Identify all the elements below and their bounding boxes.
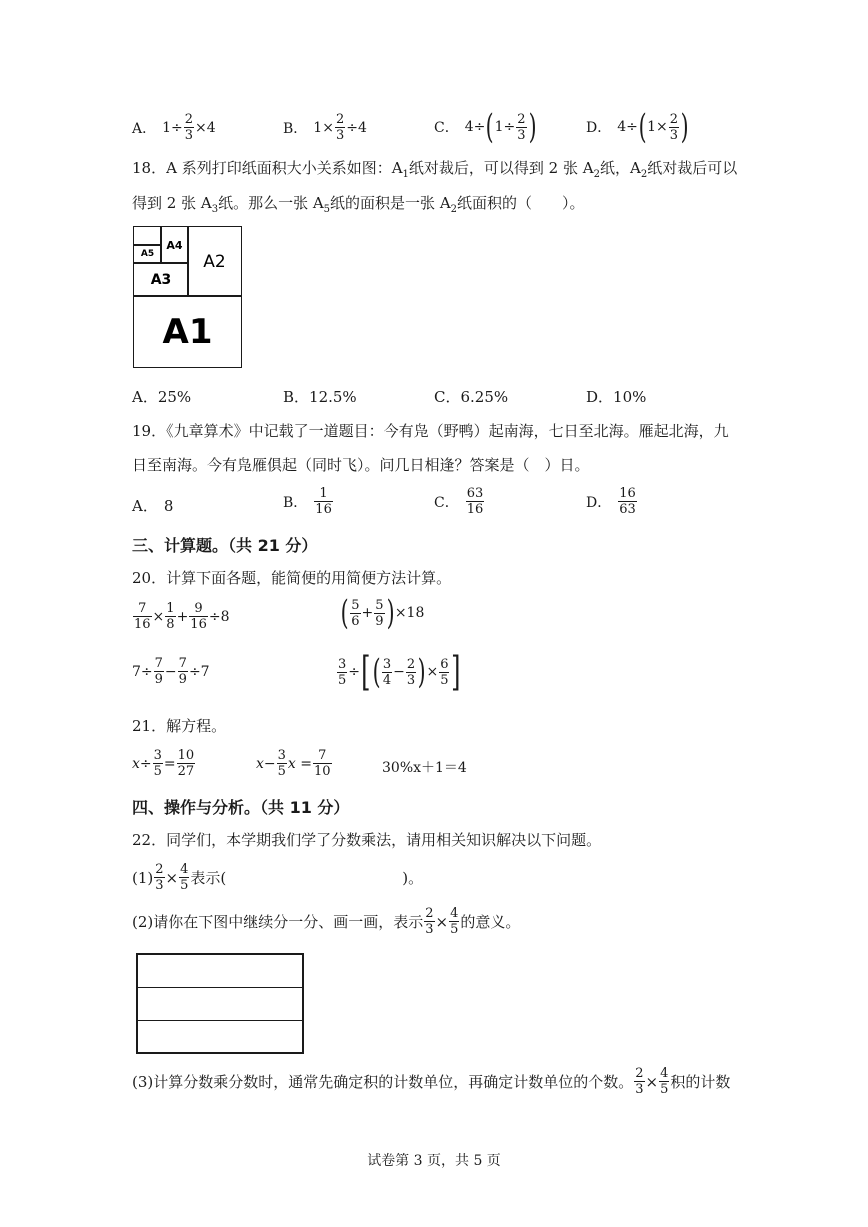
q17-option-b: B． 1× $\frac{2}{3}$ ÷4 <box>283 112 367 143</box>
divider-line <box>138 987 302 988</box>
q22-prompt: 22．同学们，本学期我们学了分数乘法，请用相关知识解决以下问题。 <box>132 831 602 849</box>
fraction: $\frac{2}{3}$ <box>669 111 679 143</box>
paper-size-figure <box>133 226 242 368</box>
q20-expr-1: $\frac{7}{16}$ × $\frac{1}{8}$ + $\frac{9}{16}$ ÷8 <box>134 601 230 632</box>
fraction: $\frac{63}{16}$ <box>466 486 484 517</box>
fraction: $\frac{2}{3}$ <box>335 112 345 143</box>
divider-line <box>138 1020 302 1021</box>
q18-line2: 得到 2 张 $A_3$纸。那么一张 $A_5$纸的面积是一张 $A_2$纸面积的（ ）。 <box>132 194 585 215</box>
q19-option-b: B． $\frac{1}{16}$ <box>283 486 332 517</box>
q20-prompt: 20．计算下面各题，能简便的用简便方法计算。 <box>132 569 452 587</box>
q19-line2: 日至南海。今有凫雁俱起（同时飞）。问几日相逢？答案是（ ）日。 <box>132 456 590 474</box>
section-4-heading: 四、操作与分析。（共 11 分） <box>132 798 350 817</box>
paper-a3: A3 <box>133 262 189 297</box>
paper-a1: A1 <box>133 295 242 368</box>
q19-option-c: C． $\frac{63}{16}$ <box>434 486 484 517</box>
q22-part-1: (1) $\frac{2}{3}$ × $\frac{4}{5}$ 表示( )。 <box>132 862 424 893</box>
q21-prompt: 21．解方程。 <box>132 717 227 735</box>
q20-expr-3: 7÷ $\frac{7}{9}$ − $\frac{7}{9}$ ÷7 <box>132 656 210 687</box>
q18-option-a: A．25% <box>132 388 192 406</box>
fraction: $\frac{2}{3}$ <box>517 111 526 143</box>
q21-equation-3: 30%x＋1＝4 <box>382 760 467 776</box>
q18-option-d: D．10% <box>586 388 647 406</box>
fraction: $\frac{2}{3}$ <box>184 112 194 143</box>
q18-option-c: C．6.25% <box>434 388 509 406</box>
fraction: $\frac{16}{63}$ <box>619 486 636 517</box>
paper-a2: A2 <box>187 226 242 297</box>
q18-option-b: B．12.5% <box>283 388 357 406</box>
q20-expr-2: ( $\frac{5}{6}$ + $\frac{5}{9}$ ) ×18 <box>340 593 425 633</box>
q19-line1: 19．《九章算术》中记载了一道题目：今有凫（野鸭）起南海，七日至北海。雁起北海，九 <box>132 422 729 440</box>
q18-line1: 18．A 系列打印纸面积大小关系如图：$A_1$纸对裁后，可以得到 2 张 $A_2$纸，$A_2$纸对裁后可以 <box>132 159 738 180</box>
paper-a4: A4 <box>160 226 189 264</box>
paper-a5: A5 <box>133 244 162 264</box>
section-3-heading: 三、计算题。（共 21 分） <box>132 536 318 555</box>
q17-option-a: A． 1÷ $\frac{2}{3}$ ×4 <box>132 112 216 143</box>
q17-option-d: D． 4÷ ( 1× $\frac{2}{3}$ ) <box>586 107 689 147</box>
q21-equation-2: x− $\frac{3}{5}$ x = $\frac{7}{10}$ <box>256 748 331 779</box>
q22-part-3: (3)计算分数乘分数时，通常先确定积的计数单位，再确定计数单位的个数。 $\frac{2}{3}$ × $\frac{4}{5}$ 积的计数 <box>132 1066 731 1097</box>
fraction: $\frac{1}{16}$ <box>315 486 332 517</box>
q21-equation-1: x÷ $\frac{3}{5}$ = $\frac{10}{27}$ <box>132 748 195 779</box>
option-label: A． <box>132 120 157 137</box>
q19-option-a: A． 8 <box>132 497 174 515</box>
paper-a6 <box>133 226 162 246</box>
drawing-rectangle[interactable] <box>136 953 304 1054</box>
q17-option-c: C． 4÷ ( 1÷ $\frac{2}{3}$ ) <box>434 107 537 147</box>
q22-part-2: (2)请你在下图中继续分一分、画一画，表示 $\frac{2}{3}$ × $\frac{4}{5}$ 的意义。 <box>132 906 521 937</box>
q20-expr-4: $\frac{3}{5}$ ÷ [ ( $\frac{3}{4}$ − $\frac{2}{3}$ ) × $\frac{6}{5}$ ] <box>338 649 461 695</box>
page-footer: 试卷第 3 页，共 5 页 <box>367 1153 501 1169</box>
q19-option-d: D． $\frac{16}{63}$ <box>586 486 636 517</box>
